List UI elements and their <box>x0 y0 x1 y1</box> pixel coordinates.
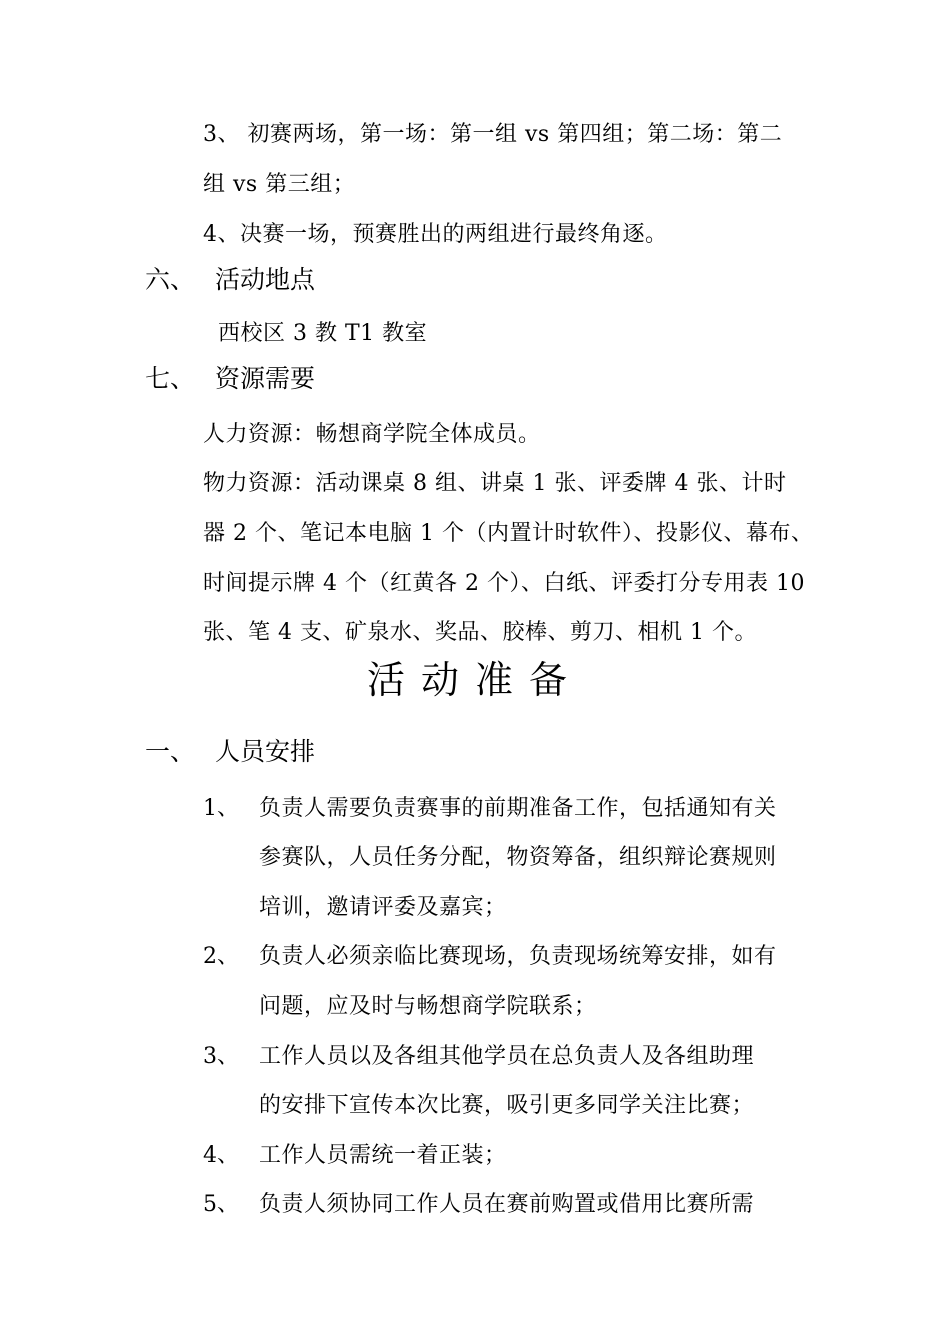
section-1-item-4-number: 4、 <box>203 1143 239 1168</box>
section-7-material-line-3: 时间提示牌 4 个（红黄各 2 个）、白纸、评委打分专用表 10 <box>203 571 805 596</box>
section-1-heading <box>145 736 315 768</box>
section-1-item-1-number: 1、 <box>203 796 239 821</box>
section-6-body: 西校区 3 教 T1 教室 <box>218 321 428 346</box>
section-1-item-3-line-2: 的安排下宣传本次比赛，吸引更多同学关注比赛； <box>259 1093 755 1118</box>
main-title: 活动准备 <box>366 658 583 702</box>
section-6-number: 六、 <box>145 265 196 294</box>
section-1-item-1-line-2: 参赛队，人员任务分配，物资筹备，组织辩论赛规则 <box>259 845 777 870</box>
intro-item-3-line-1: 3、 初赛两场，第一场：第一组 vs 第四组；第二场：第二 <box>203 122 783 147</box>
section-1-title: 人员安排 <box>215 737 316 766</box>
section-6-title: 活动地点 <box>215 265 316 294</box>
section-7-title: 资源需要 <box>215 364 316 393</box>
section-1-item-1-line-3: 培训，邀请评委及嘉宾； <box>259 895 507 920</box>
section-7-heading <box>145 363 315 395</box>
section-6-heading <box>145 264 315 296</box>
section-7-number: 七、 <box>145 364 196 393</box>
section-7-material-line-4: 张、笔 4 支、矿泉水、奖品、胶棒、剪刀、相机 1 个。 <box>203 620 757 645</box>
section-1-item-1-line-1: 负责人需要负责赛事的前期准备工作，包括通知有关 <box>259 796 777 821</box>
section-1-item-5-number: 5、 <box>203 1192 239 1217</box>
section-1-item-3-line-1: 工作人员以及各组其他学员在总负责人及各组助理 <box>259 1044 755 1069</box>
section-1-item-2-line-1: 负责人必须亲临比赛现场，负责现场统筹安排，如有 <box>259 944 777 969</box>
section-1-item-2-line-2: 问题，应及时与畅想商学院联系； <box>259 994 597 1019</box>
section-1-item-3-number: 3、 <box>203 1044 239 1069</box>
section-1-item-2-number: 2、 <box>203 944 239 969</box>
intro-item-4: 4、决赛一场，预赛胜出的两组进行最终角逐。 <box>203 222 668 247</box>
section-1-number: 一、 <box>145 737 196 766</box>
section-1-item-4-line-1: 工作人员需统一着正装； <box>259 1143 507 1168</box>
section-1-item-5-line-1: 负责人须协同工作人员在赛前购置或借用比赛所需 <box>259 1192 755 1217</box>
section-7-material-line-1: 物力资源：活动课桌 8 组、讲桌 1 张、评委牌 4 张、计时 <box>203 471 787 496</box>
section-7-material-line-2: 器 2 个、笔记本电脑 1 个（内置计时软件）、投影仪、幕布、 <box>203 521 814 546</box>
intro-item-3-line-2: 组 vs 第三组； <box>203 172 356 197</box>
section-7-human-resources: 人力资源：畅想商学院全体成员。 <box>203 422 541 447</box>
